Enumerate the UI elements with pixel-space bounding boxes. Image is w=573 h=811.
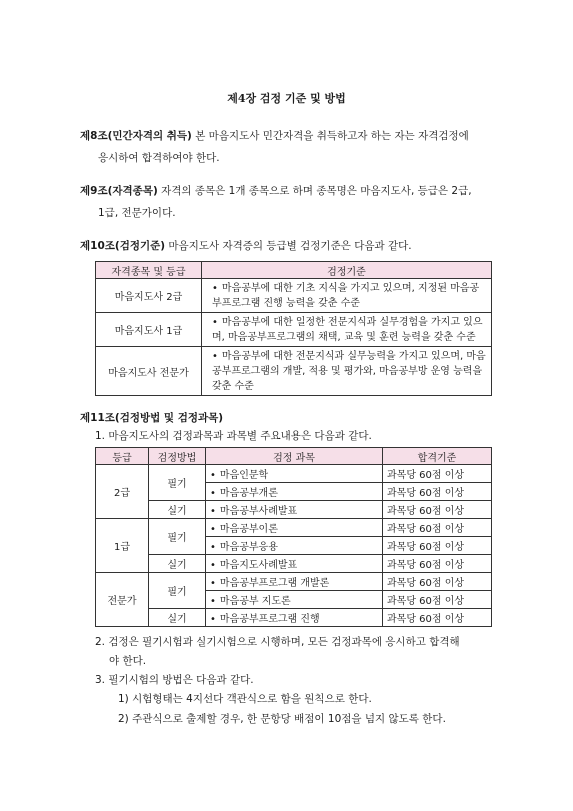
chapter-title: 제4장 검정 기준 및 방법 bbox=[227, 92, 346, 105]
table-row bbox=[96, 555, 492, 573]
article-9-text-cont: 1급, 전문가이다. bbox=[98, 207, 176, 219]
method-cell: 필기 bbox=[149, 465, 206, 501]
table-row bbox=[96, 519, 492, 537]
table-row bbox=[96, 573, 492, 591]
article-8-heading: 제8조(민간자격의 취득) bbox=[80, 130, 192, 142]
table-row bbox=[96, 347, 492, 396]
method-cell: 실기 bbox=[149, 501, 206, 519]
criteria-header-grade: 자격종목 및 등급 bbox=[96, 262, 202, 279]
subject-cell: • 마음공부 지도론 bbox=[206, 591, 383, 609]
grade-cell: 2급 bbox=[96, 465, 149, 519]
article-11-sub-1: 1) 시험형태는 4지선다 객관식으로 함을 원칙으로 한다. bbox=[118, 693, 372, 705]
article-9 bbox=[80, 180, 520, 224]
article-9-text: 자격의 종목은 1개 종목으로 하며 종목명은 마음지도사, 등급은 2급, bbox=[157, 185, 472, 197]
subjects-table bbox=[95, 447, 492, 627]
method-cell: 필기 bbox=[149, 573, 206, 609]
article-11-item-2: 2. 검정은 필기시험과 실기시험으로 시행하며, 모든 검정과목에 응시하고 합격해 bbox=[95, 636, 460, 648]
subject-cell: • 마음인문학 bbox=[206, 465, 383, 483]
subjects-header-pass: 합격기준 bbox=[383, 448, 492, 465]
pass-cell: 과목당 60점 이상 bbox=[383, 519, 492, 537]
pass-cell: 과목당 60점 이상 bbox=[383, 537, 492, 555]
subject-cell: • 마음공부프로그램 진행 bbox=[206, 609, 383, 627]
article-8 bbox=[80, 125, 520, 169]
subject-cell: • 마음공부개론 bbox=[206, 483, 383, 501]
subject-cell: • 마음지도사례발표 bbox=[206, 555, 383, 573]
article-10-text: 마음지도사 자격증의 등급별 검정기준은 다음과 같다. bbox=[165, 240, 412, 252]
criteria-cell: • 마음공부에 대한 기초 지식을 가지고 있으며, 지정된 마음공부프로그램 진행 능력을 갖춘 수준 bbox=[202, 279, 492, 313]
table-row bbox=[96, 313, 492, 347]
subjects-header-method: 검정방법 bbox=[149, 448, 206, 465]
subjects-header-subject: 검정 과목 bbox=[206, 448, 383, 465]
article-8-text-cont: 응시하여 합격하여야 한다. bbox=[98, 152, 220, 164]
grade-cell: 마음지도사 1급 bbox=[96, 313, 202, 347]
article-8-text: 본 마음지도사 민간자격을 취득하고자 하는 자는 자격검정에 bbox=[191, 130, 469, 142]
article-11-sub-2: 2) 주관식으로 출제할 경우, 한 문항당 배점이 10점을 넘지 않도록 한다. bbox=[118, 713, 446, 725]
criteria-cell: • 마음공부에 대한 일정한 전문지식과 실무경험을 가지고 있으며, 마음공부프로그램의 채택, 교육 및 훈련 능력을 갖춘 수준 bbox=[202, 313, 492, 347]
pass-cell: 과목당 60점 이상 bbox=[383, 465, 492, 483]
table-row bbox=[96, 465, 492, 483]
pass-cell: 과목당 60점 이상 bbox=[383, 501, 492, 519]
grade-cell: 마음지도사 전문가 bbox=[96, 347, 202, 396]
pass-cell: 과목당 60점 이상 bbox=[383, 609, 492, 627]
grade-cell: 1급 bbox=[96, 519, 149, 573]
method-cell: 실기 bbox=[149, 609, 206, 627]
grade-cell: 전문가 bbox=[96, 573, 149, 627]
article-11-item-1: 1. 마음지도사의 검정과목과 과목별 주요내용은 다음과 같다. bbox=[95, 430, 372, 442]
article-11-item-2-cont: 야 한다. bbox=[109, 655, 147, 667]
pass-cell: 과목당 60점 이상 bbox=[383, 555, 492, 573]
pass-cell: 과목당 60점 이상 bbox=[383, 573, 492, 591]
article-11-heading: 제11조(검정방법 및 검정과목) bbox=[80, 412, 224, 424]
criteria-table bbox=[95, 261, 492, 396]
table-row bbox=[96, 501, 492, 519]
article-9-heading: 제9조(자격종목) bbox=[80, 185, 158, 197]
subject-cell: • 마음공부사례발표 bbox=[206, 501, 383, 519]
grade-cell: 마음지도사 2급 bbox=[96, 279, 202, 313]
subject-cell: • 마음공부이론 bbox=[206, 519, 383, 537]
subject-cell: • 마음공부응용 bbox=[206, 537, 383, 555]
article-10 bbox=[80, 235, 520, 257]
criteria-cell: • 마음공부에 대한 전문지식과 실무능력을 가지고 있으며, 마음공부프로그램의 개발, 적용 및 평가와, 마음공부방 운영 능력을 갖춘 수준 bbox=[202, 347, 492, 396]
criteria-header-standard: 검정기준 bbox=[202, 262, 492, 279]
method-cell: 실기 bbox=[149, 555, 206, 573]
subjects-header-grade: 등급 bbox=[96, 448, 149, 465]
article-10-heading: 제10조(검정기준) bbox=[80, 240, 166, 252]
table-row bbox=[96, 279, 492, 313]
pass-cell: 과목당 60점 이상 bbox=[383, 483, 492, 501]
article-11-item-3: 3. 필기시험의 방법은 다음과 같다. bbox=[95, 674, 254, 686]
method-cell: 필기 bbox=[149, 519, 206, 555]
table-row bbox=[96, 609, 492, 627]
pass-cell: 과목당 60점 이상 bbox=[383, 591, 492, 609]
subject-cell: • 마음공부프로그램 개발론 bbox=[206, 573, 383, 591]
